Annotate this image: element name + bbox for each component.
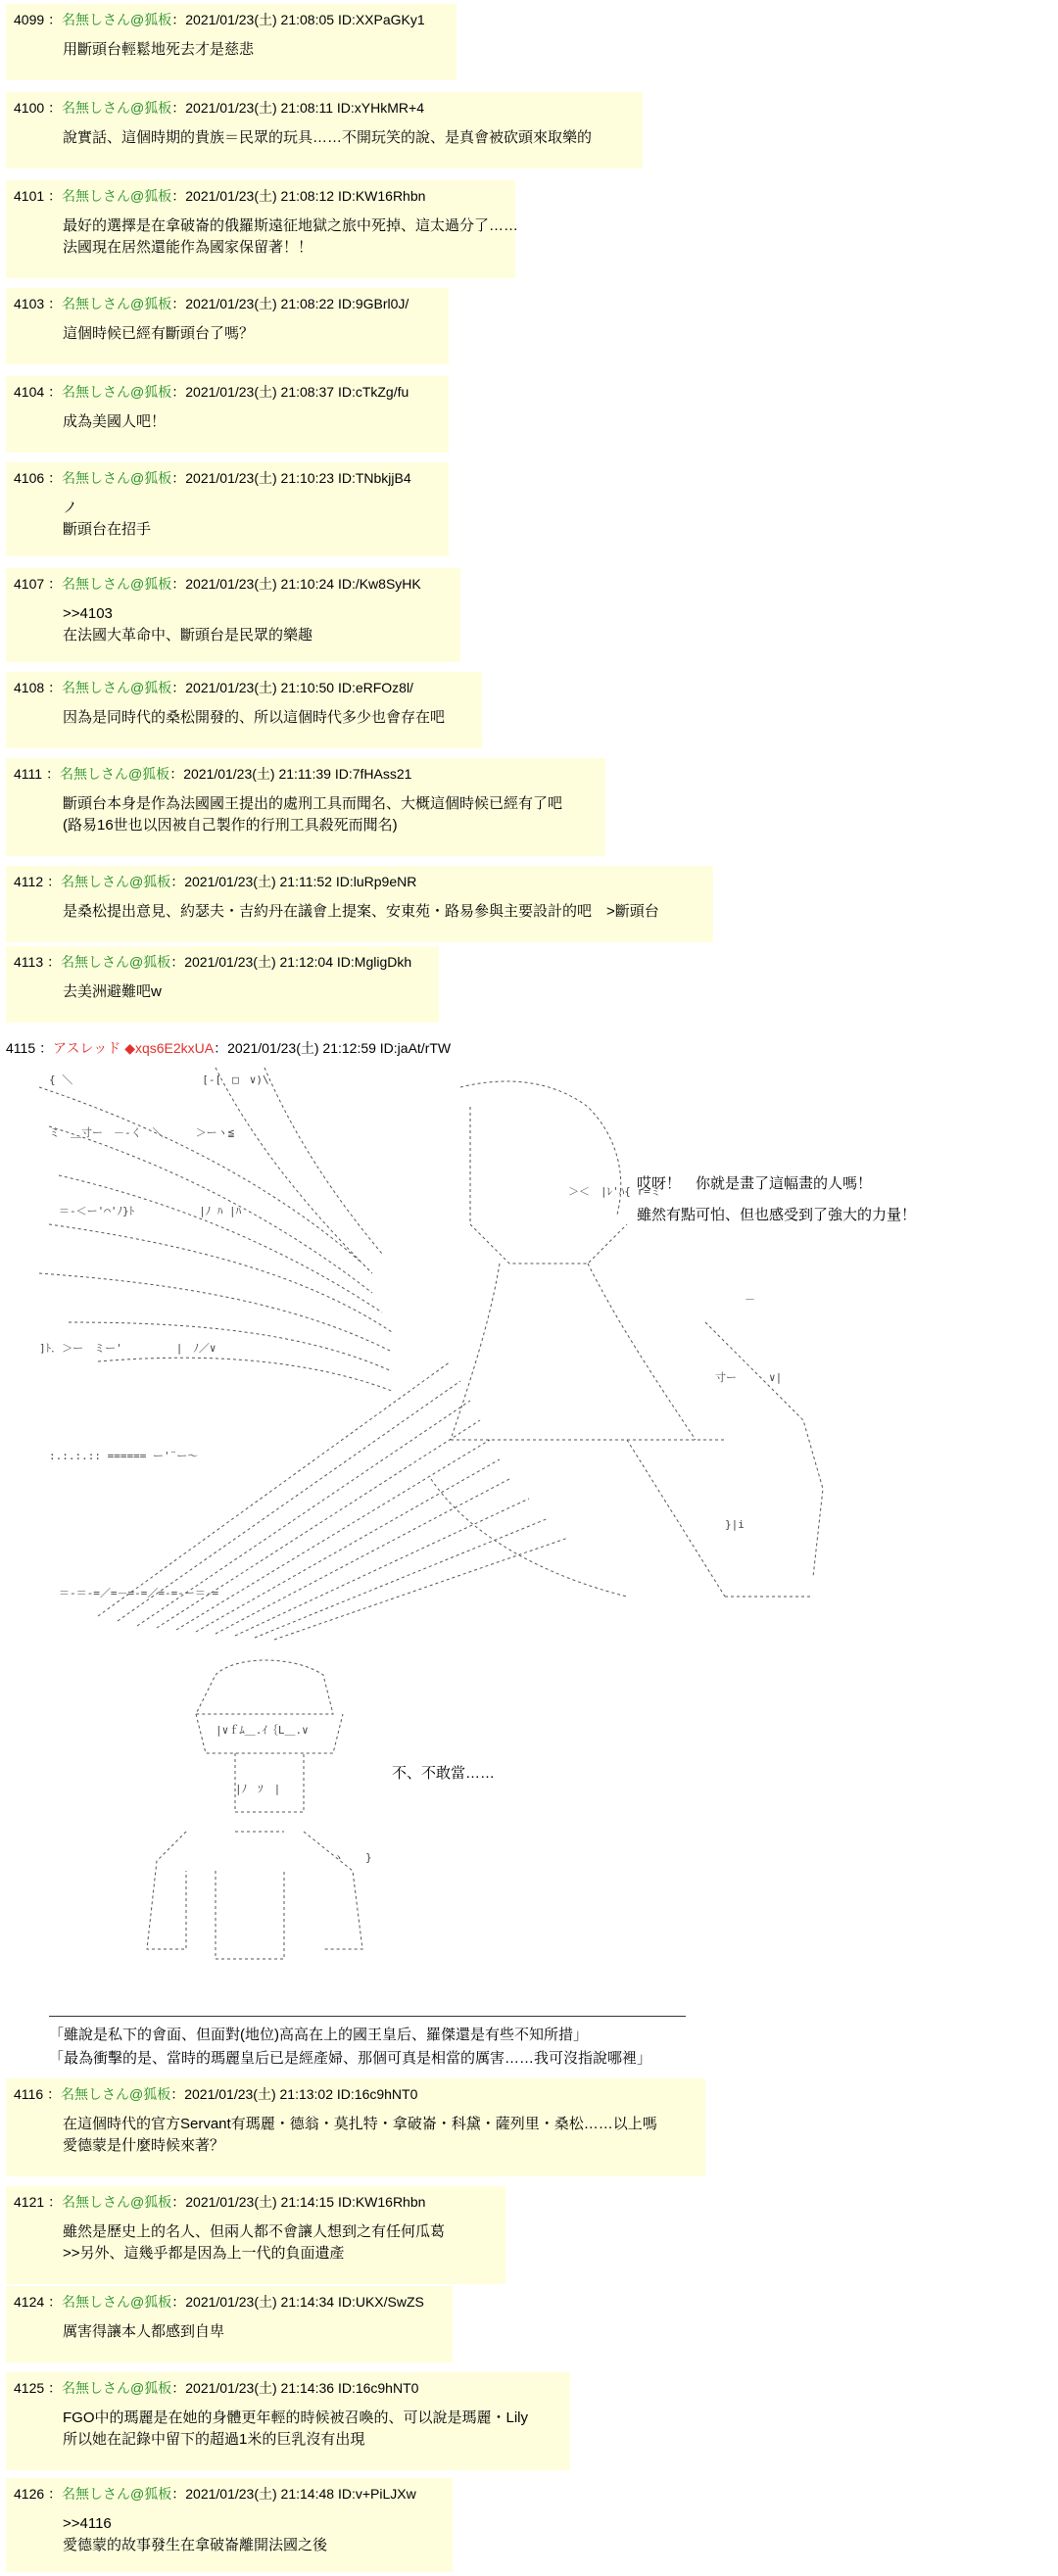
- poster-id: ID:16c9hNT0: [336, 2086, 418, 2102]
- svg-text:－: －: [745, 1293, 755, 1306]
- poster-id: ID:TNbkjjB4: [337, 470, 411, 486]
- svg-text:{ ＼ [-[ □ ∨)\: { ＼ [-[ □ ∨)\: [49, 1073, 269, 1086]
- post-body: 用斷頭台輕鬆地死去才是慈悲: [63, 41, 255, 58]
- post-number[interactable]: 4108: [14, 680, 45, 695]
- post-4103: 4103 ：名無しさん@狐板：2021/01/23(土) 21:08:22 ID:9GBrl0J/ 這個時候已經有斷頭台了嗎？: [6, 288, 449, 364]
- post-number[interactable]: 4121: [14, 2194, 45, 2210]
- post-date: 2021/01/23(土) 21:14:34: [185, 2294, 335, 2310]
- post-4107: 4107 ：名無しさん@狐板：2021/01/23(土) 21:10:24 ID:/Kw8SyHK >>4103 在法國大革命中、斷頭台是民眾的樂趣: [6, 568, 460, 662]
- post-4125: 4125 ：名無しさん@狐板：2021/01/23(土) 21:14:36 ID:16c9hNT0 FGO中的瑪麗是在她的身體更年輕的時候被召喚的、可以說是瑪麗・Lily 所以她在記錄中留下的超過1米的巨乳沒有出現: [6, 2372, 570, 2470]
- post-number[interactable]: 4107: [14, 576, 45, 592]
- poster-id: ID:jaAt/rTW: [379, 1040, 452, 1056]
- post-date: 2021/01/23(土) 21:11:52: [184, 874, 332, 889]
- post-4124: 4124 ：名無しさん@狐板：2021/01/23(土) 21:14:34 ID:UKX/SwZS 厲害得讓本人都感到自卑: [6, 2286, 453, 2362]
- post-body: 這個時候已經有斷頭台了嗎？: [63, 325, 255, 342]
- speech-bubble-1: 哎呀！ 你就是畫了這幅畫的人嗎！: [637, 1175, 873, 1192]
- post-number[interactable]: 4125: [14, 2380, 45, 2396]
- post-body: 說實話、這個時期的貴族＝民眾的玩具……不開玩笑的說、是真會被砍頭來取樂的: [63, 129, 593, 146]
- poster-name: アスレッド: [53, 1040, 121, 1056]
- svg-text:]ﾄ．＞ー ミー' | ﾉ／∨: ]ﾄ．＞ー ミー' | ﾉ／∨: [39, 1342, 216, 1355]
- post-date: 2021/01/23(土) 21:12:59: [227, 1040, 376, 1056]
- poster-id: ID:v+PiLJXw: [337, 2486, 416, 2502]
- post-number[interactable]: 4106: [14, 470, 45, 486]
- post-body: ノ 斷頭台在招手: [63, 500, 152, 538]
- poster-name: 名無しさん@狐板: [62, 2380, 172, 2396]
- post-number[interactable]: 4104: [14, 384, 45, 400]
- svg-text:ミ ＿寸ー －-く ＼ ＞ーヽ≦: ミ ＿寸ー －-く ＼ ＞ーヽ≦: [49, 1126, 235, 1139]
- post-number[interactable]: 4115: [6, 1040, 36, 1056]
- post-date: 2021/01/23(土) 21:08:37: [185, 384, 335, 400]
- svg-text:寸ー ∨|: 寸ー ∨|: [715, 1371, 783, 1384]
- poster-id: ID:16c9hNT0: [337, 2380, 419, 2396]
- speech-bubble-3: 不、不敢當……: [392, 1765, 496, 1782]
- poster-id: ID:cTkZg/fu: [337, 384, 409, 400]
- post-number[interactable]: 4103: [14, 296, 45, 311]
- post-number[interactable]: 4116: [14, 2086, 44, 2102]
- post-number[interactable]: 4126: [14, 2486, 45, 2502]
- poster-name: 名無しさん@狐板: [62, 296, 172, 311]
- speech-bubble-2: 雖然有點可怕、但也感受到了強大的力量！: [637, 1207, 917, 1223]
- svg-text:ヽ }: ヽ }: [333, 1851, 372, 1864]
- post-date: 2021/01/23(土) 21:13:02: [184, 2086, 333, 2102]
- post-body: 因為是同時代的桑松開發的、所以這個時代多少也會存在吧: [63, 709, 446, 726]
- poster-name: 名無しさん@狐板: [62, 576, 172, 592]
- post-4099: 4099 ：名無しさん@狐板：2021/01/23(土) 21:08:05 ID:XXPaGKy1 用斷頭台輕鬆地死去才是慈悲: [6, 4, 457, 80]
- post-body: 雖然是歷史上的名人、但兩人都不會讓人想到之有任何瓜葛 >>另外、這幾乎都是因為上一代的負面遺產: [63, 2223, 446, 2262]
- poster-name: 名無しさん@狐板: [61, 954, 171, 970]
- post-date: 2021/01/23(土) 21:08:22: [185, 296, 335, 311]
- poster-name: 名無しさん@狐板: [62, 384, 172, 400]
- post-date: 2021/01/23(土) 21:14:48: [185, 2486, 335, 2502]
- svg-text:|∨ｆﾑ＿.ｲ｛L＿.∨: |∨ｆﾑ＿.ｲ｛L＿.∨: [216, 1724, 309, 1737]
- poster-name: 名無しさん@狐板: [62, 470, 172, 486]
- post-number[interactable]: 4124: [14, 2294, 45, 2310]
- post-date: 2021/01/23(土) 21:10:24: [185, 576, 335, 592]
- poster-name: 名無しさん@狐板: [62, 100, 172, 116]
- poster-id: ID:XXPaGKy1: [337, 12, 425, 27]
- poster-name: 名無しさん@狐板: [61, 2086, 171, 2102]
- post-date: 2021/01/23(土) 21:12:04: [184, 954, 333, 970]
- poster-name: 名無しさん@狐板: [62, 2294, 172, 2310]
- post-4104: 4104 ：名無しさん@狐板：2021/01/23(土) 21:08:37 ID:cTkZg/fu 成為美國人吧！: [6, 376, 449, 453]
- post-date: 2021/01/23(土) 21:14:36: [185, 2380, 335, 2396]
- poster-name: 名無しさん@狐板: [61, 874, 171, 889]
- post-date: 2021/01/23(土) 21:10:23: [185, 470, 335, 486]
- post-body: 斷頭台本身是作為法國國王提出的處刑工具而聞名、大概這個時候已經有了吧 (路易16世也以因被自己製作的行刑工具殺死而聞名): [63, 795, 563, 834]
- poster-id: ID:7fHAss21: [334, 766, 412, 782]
- post-body: FGO中的瑪麗是在她的身體更年輕的時候被召喚的、可以說是瑪麗・Lily 所以她在記錄中留下的超過1米的巨乳沒有出現: [63, 2409, 529, 2448]
- ascii-art: [39, 1068, 917, 2008]
- poster-name: 名無しさん@狐板: [62, 188, 172, 204]
- post-body: 是桑松提出意見、約瑟夫・吉約丹在議會上提案、安東苑・路易參與主要設計的吧 >斷頭台: [63, 903, 659, 920]
- post-4106: 4106 ：名無しさん@狐板：2021/01/23(土) 21:10:23 ID:TNbkjjB4 ノ 斷頭台在招手: [6, 462, 449, 556]
- post-date: 2021/01/23(土) 21:11:39: [183, 766, 331, 782]
- post-date: 2021/01/23(土) 21:14:15: [185, 2194, 335, 2210]
- poster-id: ID:/Kw8SyHK: [337, 576, 421, 592]
- post-body: 在這個時代的官方Servant有瑪麗・德翁・莫扎特・拿破崙・科黛・薩列里・桑松……以上嗎 愛德蒙是什麼時候來著？: [63, 2116, 657, 2154]
- aa-post-header: 4115 ：アスレッド ◆xqs6E2kxUA：2021/01/23(土) 21:12:59 ID:jaAt/rTW: [6, 1040, 452, 1056]
- post-4108: 4108 ：名無しさん@狐板：2021/01/23(土) 21:10:50 ID:eRFOz8l/ 因為是同時代的桑松開發的、所以這個時代多少也會存在吧: [6, 672, 482, 748]
- poster-id: ID:UKX/SwZS: [337, 2294, 424, 2310]
- post-body: >>4116 愛德蒙的故事發生在拿破崙離開法國之後: [63, 2515, 328, 2553]
- poster-id: ID:KW16Rhbn: [337, 188, 426, 204]
- svg-text::.:.:.:: ====== ー'¨ー～: :.:.:.:: ====== ー'¨ー～: [49, 1450, 199, 1462]
- post-body: 去美洲避難吧w: [63, 983, 162, 1000]
- poster-id: ID:eRFOz8l/: [337, 680, 413, 695]
- svg-text:＝-＝-=／=－=-=／=-=-ー＝-=: ＝-＝-=／=－=-=／=-=-ー＝-=: [59, 1587, 219, 1599]
- poster-name: 名無しさん@狐板: [62, 680, 172, 695]
- post-body: >>4103 在法國大革命中、斷頭台是民眾的樂趣: [63, 605, 313, 644]
- poster-id: ID:KW16Rhbn: [337, 2194, 426, 2210]
- post-date: 2021/01/23(土) 21:10:50: [185, 680, 335, 695]
- post-number[interactable]: 4111: [14, 766, 43, 782]
- poster-name: 名無しさん@狐板: [62, 2194, 172, 2210]
- poster-id: ID:9GBrl0J/: [337, 296, 409, 311]
- svg-text:＝-＜ー'⌒'ﾉ}ﾄ |ﾉ ﾊ |ﾊ: ＝-＜ー'⌒'ﾉ}ﾄ |ﾉ ﾊ |ﾊ: [59, 1205, 242, 1217]
- narration: 「雖說是私下的會面、但面對(地位)高高在上的國王皇后、羅傑還是有些不知所措」 「最為衝擊的是、當時的瑪麗皇后已是經產婦、那個可真是相當的厲害……我可沒指說哪裡」: [49, 2027, 652, 2067]
- post-4101: 4101 ：名無しさん@狐板：2021/01/23(土) 21:08:12 ID:KW16Rhbn 最好的選擇是在拿破崙的俄羅斯遠征地獄之旅中死掉、這太過分了…… 法國現在居然還能作為國家保留著！！: [6, 180, 515, 278]
- poster-id: ID:luRp9eNR: [335, 874, 417, 889]
- post-4113: 4113 ：名無しさん@狐板：2021/01/23(土) 21:12:04 ID:MgligDkh 去美洲避難吧w: [6, 946, 439, 1023]
- poster-name: 名無しさん@狐板: [62, 2486, 172, 2502]
- svg-text:＞＜ |ﾚ'ﾊ{ r=ミ: ＞＜ |ﾚ'ﾊ{ r=ミ: [568, 1185, 661, 1198]
- post-4121: 4121 ：名無しさん@狐板：2021/01/23(土) 21:14:15 ID:KW16Rhbn 雖然是歷史上的名人、但兩人都不會讓人想到之有任何瓜葛 >>另外、這幾乎都是因為上一代的負面遺產: [6, 2186, 505, 2284]
- post-4100: 4100 ：名無しさん@狐板：2021/01/23(土) 21:08:11 ID:xYHkMR+4 說實話、這個時期的貴族＝民眾的玩具……不開玩笑的說、是真會被砍頭來取樂的: [6, 92, 643, 168]
- post-number[interactable]: 4101: [14, 188, 45, 204]
- post-number[interactable]: 4099: [14, 12, 45, 27]
- post-body: 成為美國人吧！: [63, 413, 167, 430]
- post-body: 最好的選擇是在拿破崙的俄羅斯遠征地獄之旅中死掉、這太過分了…… 法國現在居然還能作為國家保留著！！: [63, 217, 519, 256]
- post-4126: 4126 ：名無しさん@狐板：2021/01/23(土) 21:14:48 ID:v+PiLJXw >>4116 愛德蒙的故事發生在拿破崙離開法國之後: [6, 2478, 453, 2572]
- post-4112: 4112 ：名無しさん@狐板：2021/01/23(土) 21:11:52 ID:luRp9eNR 是桑松提出意見、約瑟夫・吉約丹在議會上提案、安東苑・路易參與主要設計的吧 >斷頭台: [6, 866, 713, 942]
- post-number[interactable]: 4100: [14, 100, 45, 116]
- poster-id: ID:MgligDkh: [336, 954, 412, 970]
- post-4111: 4111 ：名無しさん@狐板：2021/01/23(土) 21:11:39 ID:7fHAss21 斷頭台本身是作為法國國王提出的處刑工具而聞名、大概這個時候已經有了吧 (路易16世也以因被自己製作的行刑工具殺死而聞名): [6, 758, 605, 856]
- post-4116: 4116 ：名無しさん@狐板：2021/01/23(土) 21:13:02 ID:16c9hNT0 在這個時代的官方Servant有瑪麗・德翁・莫扎特・拿破崙・科黛・薩列里・桑松……以上嗎 愛德蒙是什麼時候來著？: [6, 2078, 705, 2176]
- poster-name: 名無しさん@狐板: [62, 12, 172, 27]
- poster-trip: ◆xqs6E2kxUA: [124, 1040, 215, 1056]
- svg-text:|ﾉ ｿ |: |ﾉ ｿ |: [235, 1783, 281, 1795]
- post-date: 2021/01/23(土) 21:08:11: [185, 100, 334, 116]
- post-body: 厲害得讓本人都感到自卑: [63, 2323, 225, 2340]
- post-number[interactable]: 4113: [14, 954, 44, 970]
- post-date: 2021/01/23(土) 21:08:05: [185, 12, 335, 27]
- svg-text:}|i: }|i: [725, 1518, 745, 1531]
- poster-name: 名無しさん@狐板: [59, 766, 170, 782]
- post-date: 2021/01/23(土) 21:08:12: [185, 188, 335, 204]
- post-number[interactable]: 4112: [14, 874, 44, 889]
- poster-id: ID:xYHkMR+4: [336, 100, 424, 116]
- divider: [49, 2016, 686, 2017]
